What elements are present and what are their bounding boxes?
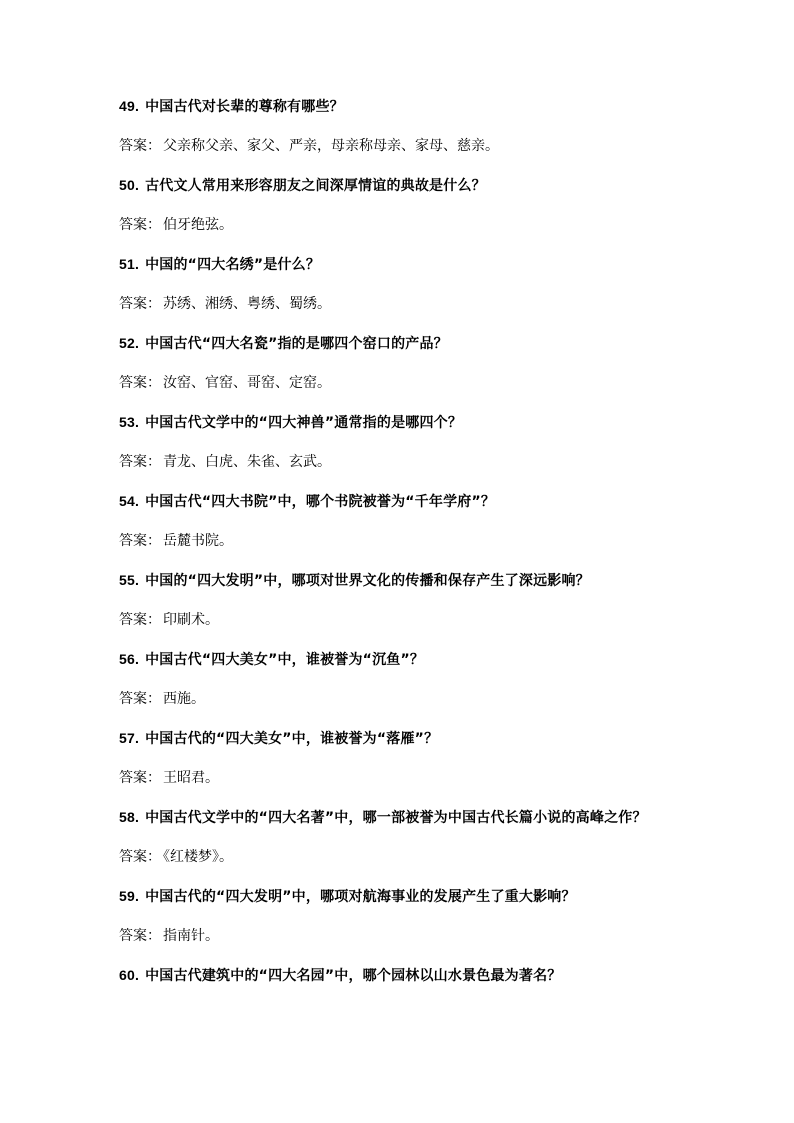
qa-item-58 bbox=[119, 807, 684, 867]
question-number: 60. bbox=[119, 967, 140, 983]
question-text: 中国古代文学中的“四大神兽”通常指的是哪四个？ bbox=[145, 415, 463, 431]
answer-text: 王昭君。 bbox=[163, 770, 219, 786]
answer-label: 答案： bbox=[119, 375, 161, 391]
qa-item-51 bbox=[119, 254, 684, 314]
question-text: 中国古代建筑中的“四大名园”中，哪个园林以山水景色最为著名？ bbox=[145, 968, 562, 984]
qa-item-52 bbox=[119, 333, 684, 393]
answer-label: 答案： bbox=[119, 533, 161, 549]
question-text: 中国的“四大发明”中，哪项对世界文化的传播和保存产生了深远影响？ bbox=[145, 573, 590, 589]
answer-50 bbox=[119, 215, 684, 235]
question-number: 58. bbox=[119, 809, 140, 825]
qa-item-54 bbox=[119, 491, 684, 551]
answer-text: 指南针。 bbox=[163, 928, 219, 944]
answer-57 bbox=[119, 768, 684, 788]
answer-text: 印刷术。 bbox=[163, 612, 219, 628]
question-text: 中国古代文学中的“四大名著”中，哪一部被誉为中国古代长篇小说的高峰之作？ bbox=[145, 810, 647, 826]
question-55 bbox=[119, 570, 684, 591]
qa-item-50 bbox=[119, 175, 684, 235]
answer-label: 答案： bbox=[119, 770, 161, 786]
question-54 bbox=[119, 491, 684, 512]
answer-53 bbox=[119, 452, 684, 472]
question-52 bbox=[119, 333, 684, 354]
answer-59 bbox=[119, 926, 684, 946]
question-number: 52. bbox=[119, 335, 140, 351]
answer-text: 西施。 bbox=[163, 691, 205, 707]
question-text: 中国古代的“四大发明”中，哪项对航海事业的发展产生了重大影响？ bbox=[145, 889, 576, 905]
qa-item-56 bbox=[119, 649, 684, 709]
answer-text: 父亲称父亲、家父、严亲，母亲称母亲、家母、慈亲。 bbox=[163, 138, 499, 154]
question-53 bbox=[119, 412, 684, 433]
question-58 bbox=[119, 807, 684, 828]
question-56 bbox=[119, 649, 684, 670]
question-number: 55. bbox=[119, 572, 140, 588]
answer-label: 答案： bbox=[119, 849, 161, 865]
answer-56 bbox=[119, 689, 684, 709]
answer-52 bbox=[119, 373, 684, 393]
question-49 bbox=[119, 96, 684, 117]
answer-text: 伯牙绝弦。 bbox=[163, 217, 233, 233]
question-text: 中国古代“四大书院”中，哪个书院被誉为“千年学府”？ bbox=[145, 494, 496, 510]
question-number: 49. bbox=[119, 98, 140, 114]
qa-item-53 bbox=[119, 412, 684, 472]
question-number: 54. bbox=[119, 493, 140, 509]
answer-label: 答案： bbox=[119, 296, 161, 312]
answer-text: 青龙、白虎、朱雀、玄武。 bbox=[163, 454, 331, 470]
question-text: 中国古代的“四大美女”中，谁被誉为“落雁”？ bbox=[145, 731, 439, 747]
answer-58 bbox=[119, 847, 684, 867]
answer-label: 答案： bbox=[119, 612, 161, 628]
answer-text: 岳麓书院。 bbox=[163, 533, 233, 549]
qa-item-60 bbox=[119, 965, 684, 986]
qa-item-59 bbox=[119, 886, 684, 946]
qa-item-57 bbox=[119, 728, 684, 788]
question-text: 中国古代“四大名瓷”指的是哪四个窑口的产品？ bbox=[145, 336, 448, 352]
answer-text: 苏绣、湘绣、粤绣、蜀绣。 bbox=[163, 296, 331, 312]
answer-label: 答案： bbox=[119, 691, 161, 707]
answer-54 bbox=[119, 531, 684, 551]
question-text: 中国古代对长辈的尊称有哪些？ bbox=[145, 99, 344, 115]
qa-item-49 bbox=[119, 96, 684, 156]
answer-label: 答案： bbox=[119, 138, 161, 154]
qa-item-55 bbox=[119, 570, 684, 630]
question-57 bbox=[119, 728, 684, 749]
question-number: 53. bbox=[119, 414, 140, 430]
answer-label: 答案： bbox=[119, 454, 161, 470]
question-text: 中国古代“四大美女”中，谁被誉为“沉鱼”？ bbox=[145, 652, 425, 668]
answer-label: 答案： bbox=[119, 928, 161, 944]
question-text: 中国的“四大名绣”是什么？ bbox=[145, 257, 321, 273]
answer-text: 汝窑、官窑、哥窑、定窑。 bbox=[163, 375, 331, 391]
answer-text: 《红楼梦》。 bbox=[163, 849, 233, 865]
answer-51 bbox=[119, 294, 684, 314]
question-number: 50. bbox=[119, 177, 140, 193]
question-59 bbox=[119, 886, 684, 907]
question-text: 古代文人常用来形容朋友之间深厚情谊的典故是什么？ bbox=[145, 178, 486, 194]
question-51 bbox=[119, 254, 684, 275]
document-page bbox=[119, 96, 684, 986]
answer-49 bbox=[119, 136, 684, 156]
question-number: 51. bbox=[119, 256, 140, 272]
question-number: 59. bbox=[119, 888, 140, 904]
answer-label: 答案： bbox=[119, 217, 161, 233]
answer-55 bbox=[119, 610, 684, 630]
question-number: 56. bbox=[119, 651, 140, 667]
question-number: 57. bbox=[119, 730, 140, 746]
question-50 bbox=[119, 175, 684, 196]
question-60 bbox=[119, 965, 684, 986]
